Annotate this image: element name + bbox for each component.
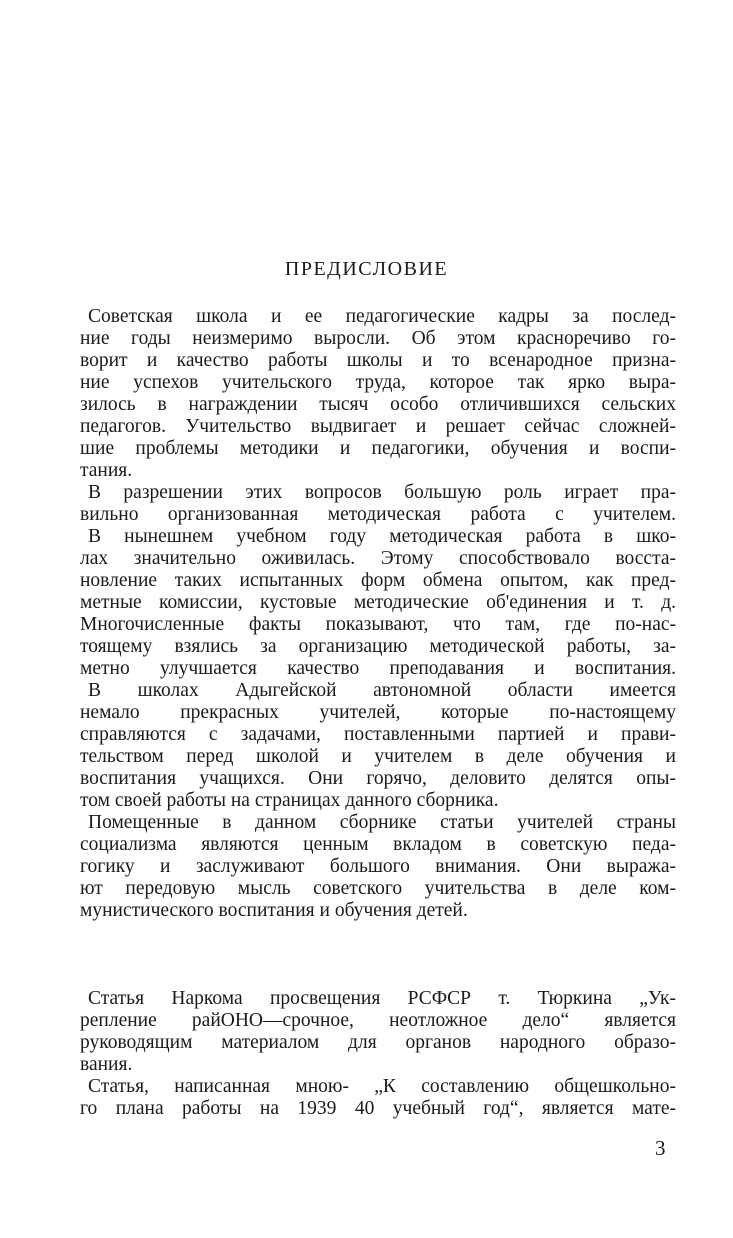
text-line: В школах Адыгейской автономной области имеется	[88, 680, 676, 701]
text-line: справляются с задачами, поставленными партией и прави-	[80, 724, 676, 745]
text-line: метные комиссии, кустовые методические об'единения и т. д.	[80, 592, 676, 613]
text-line: вания.	[80, 1054, 133, 1075]
text-line: немало прекрасных учителей, которые по-настоящему	[80, 702, 676, 723]
text-line: лах значительно оживилась. Этому способствовало восста-	[80, 548, 676, 569]
text-line: зилось в награждении тысяч особо отличившихся сельских	[80, 394, 676, 415]
page-number: 3	[655, 1136, 666, 1160]
preface-text	[80, 306, 676, 922]
text-line: руководящим материалом для органов народного образо-	[80, 1032, 676, 1053]
text-line: вильно организованная методическая работа с учителем.	[80, 504, 676, 525]
text-line: го плана работы на 1939 40 учебный год“, является мате-	[80, 1098, 676, 1119]
text-line: тельством перед школой и учителем в деле обучения и	[80, 746, 676, 767]
text-line: Помещенные в данном сборнике статьи учителей страны	[88, 812, 676, 833]
text-line: метно улучшается качество преподавания и воспитания.	[80, 658, 676, 679]
text-line: тания.	[80, 460, 133, 481]
text-line: социализма являются ценным вкладом в советскую педа-	[80, 834, 676, 855]
text-line: мунистического воспитания и обучения детей.	[80, 900, 468, 921]
text-line: Многочисленные факты показывают, что там, где по-нас-	[80, 614, 676, 635]
text-line: Статья, написанная мною- „К составлению общешкольно-	[88, 1076, 676, 1097]
text-line: гогику и заслуживают большого внимания. Они выража-	[80, 856, 676, 877]
text-line: Советская школа и ее педагогические кадры за послед-	[88, 306, 676, 327]
text-line: тоящему взялись за организацию методической работы, за-	[80, 636, 676, 657]
text-line: ние успехов учительского труда, которое так ярко выра-	[80, 372, 676, 393]
text-line: педагогов. Учительство выдвигает и решает сейчас сложней-	[80, 416, 676, 437]
text-line: В нынешнем учебном году методическая работа в шко-	[88, 526, 676, 547]
text-line: новление таких испытанных форм обмена опытом, как пред-	[80, 570, 676, 591]
text-line: том своей работы на страницах данного сборника.	[80, 790, 499, 811]
text-line: Статья Наркома просвещения РСФСР т. Тюркина „Ук-	[88, 988, 676, 1009]
text-line: репление райОНО—срочное, неотложное дело“ является	[80, 1010, 676, 1031]
page-title: ПРЕДИСЛОВИЕ	[284, 258, 449, 280]
text-line: ние годы неизмеримо выросли. Об этом красноречиво го-	[80, 328, 676, 349]
text-line: ворит и качество работы школы и то всенародное призна-	[80, 350, 676, 371]
articles-text	[80, 988, 676, 1120]
text-line: шие проблемы методики и педагогики, обучения и воспи-	[80, 438, 676, 459]
text-line: В разрешении этих вопросов большую роль играет пра-	[88, 482, 676, 503]
text-line: ют передовую мысль советского учительства в деле ком-	[80, 878, 676, 899]
text-line: воспитания учащихся. Они горячо, деловито делятся опы-	[80, 768, 676, 789]
